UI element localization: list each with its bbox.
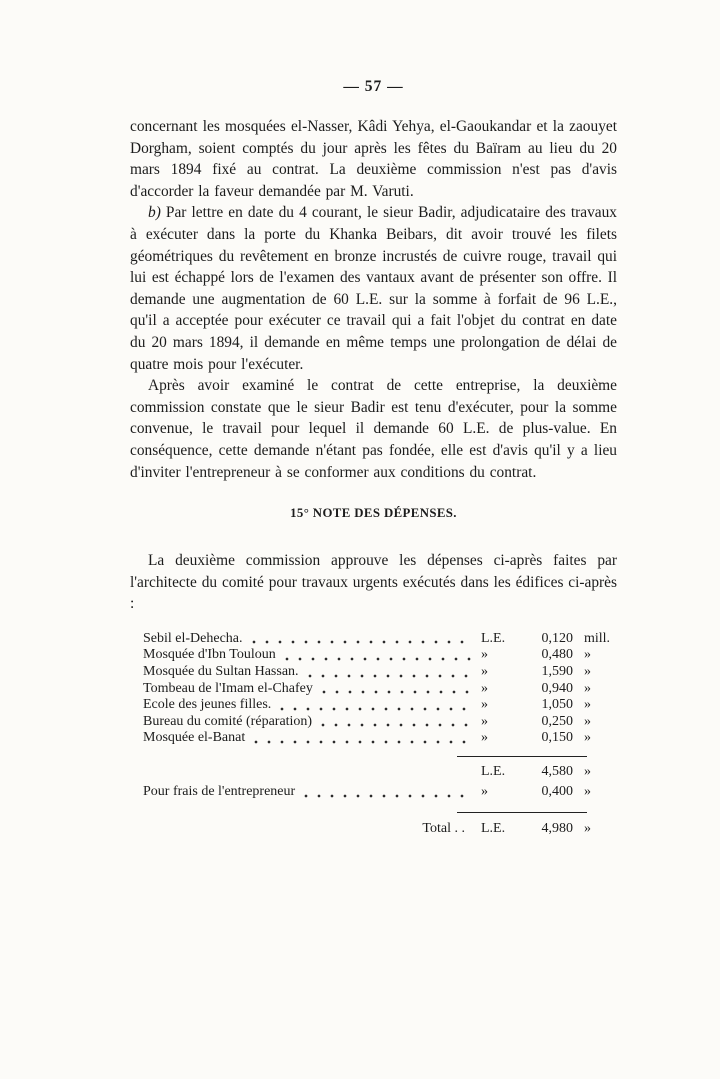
expense-amount: 0,150 — [541, 730, 573, 746]
subtotal-block — [143, 756, 617, 838]
dot-leader — [322, 690, 473, 694]
subtotal-currency: L.E. — [481, 764, 506, 780]
expense-unit: mill. — [584, 630, 611, 646]
paragraph-b-marker: b) — [148, 204, 161, 222]
expense-row — [143, 681, 617, 698]
total-rule — [457, 812, 587, 813]
expense-row-contractor-fees — [143, 783, 617, 801]
dot-leader — [280, 707, 473, 711]
expense-row — [143, 730, 617, 747]
expense-label: Mosquée el-Banat — [143, 730, 246, 746]
expense-amount: 0,400 — [541, 784, 573, 800]
paragraph-conclusion: Après avoir examiné le contrat de cette entreprise, la deuxième commission constate que le sieur Badir est tenu d'exécuter, pour la somme convenue, le travail pour lequel il demande 60 L.E. de plus-value. En conséquence, cette demande n'étant pas fondée, elle est d'avis qu'il y a lieu d'inviter l'entrepreneur à se conformer aux conditions du contrat. — [130, 377, 617, 481]
expense-label: Bureau du comité (réparation) — [143, 713, 313, 729]
expense-row — [143, 647, 617, 664]
paragraph-continuation: concernant les mosquées el-Nasser, Kâdi Yehya, el-Gaoukandar et la zaouyet Dorgham, soient comptés du jour après les fêtes du Baïram au lieu du 20 mars 1894 fixé au contrat. La deuxième commission n'est pas d'avis d'accorder la faveur demandée par M. Varuti. — [130, 118, 617, 200]
expense-currency: » — [481, 647, 488, 663]
subtotal-row — [143, 763, 617, 781]
expense-label: Ecole des jeunes filles. — [143, 697, 272, 713]
expense-currency: » — [481, 697, 488, 713]
expense-unit: » — [584, 784, 591, 800]
expense-unit: » — [584, 697, 591, 713]
subtotal-rule — [457, 756, 587, 757]
subtotal-unit: » — [584, 764, 591, 780]
expense-currency: » — [481, 680, 488, 696]
dot-leader — [254, 740, 473, 744]
expense-label: Mosquée d'Ibn Touloun — [143, 647, 276, 663]
expense-unit: » — [584, 730, 591, 746]
expense-label: Pour frais de l'entrepreneur — [143, 784, 296, 800]
expense-label: Sebil el-Dehecha. — [143, 630, 243, 646]
expense-row — [143, 631, 617, 648]
section-intro: La deuxième commission approuve les dépenses ci-après faites par l'architecte du comité pour travaux urgents exécutés dans les édifices ci-après : — [130, 552, 617, 613]
section-heading: 15° NOTE DES DÉPENSES. — [290, 506, 457, 521]
dot-leader — [321, 723, 473, 727]
expense-amount: 0,940 — [541, 680, 573, 696]
dot-leader — [308, 674, 473, 678]
expense-unit: » — [584, 680, 591, 696]
total-unit: » — [584, 821, 591, 837]
expense-label: Mosquée du Sultan Hassan. — [143, 664, 299, 680]
paragraph-b-text: Par lettre en date du 4 courant, le sieur Badir, adjudicataire des travaux à exécuter dans la porte du Khanka Beibars, dit avoir trouvé les filets géométriques du revêtement en bronze incrustés de cuivre rouge, travail qui lui est échappé lors de l'examen des vantaux avant de présenter son offre. Il demande une augmentation de 60 L.E. sur la somme à forfait de 96 L.E., qu'il a acceptée pour exécuter ce travail qui a fait l'objet du contrat en date du 20 mars 1894, il demande en même temps une prolongation de délai de quatre mois pour l'exécuter. — [130, 204, 617, 373]
dot-leader — [304, 794, 473, 798]
paragraph-b — [130, 202, 617, 375]
expense-currency: » — [481, 730, 488, 746]
subtotal-amount: 4,580 — [541, 764, 573, 780]
total-row — [143, 820, 617, 838]
expense-label: Tombeau de l'Imam el-Chafey — [143, 680, 313, 696]
expense-amount: 0,480 — [541, 647, 573, 663]
page-number: — 57 — — [343, 78, 404, 95]
expense-currency: L.E. — [481, 630, 506, 646]
expense-table — [143, 631, 617, 838]
expense-unit: » — [584, 713, 591, 729]
total-amount: 4,980 — [541, 821, 573, 837]
total-currency: L.E. — [481, 821, 506, 837]
expense-currency: » — [481, 713, 488, 729]
expense-row — [143, 697, 617, 714]
expense-amount: 1,050 — [541, 697, 573, 713]
expense-row — [143, 664, 617, 681]
expense-unit: » — [584, 664, 591, 680]
expense-amount: 1,590 — [541, 664, 573, 680]
dot-leader — [285, 657, 473, 661]
expense-amount: 0,250 — [541, 713, 573, 729]
expense-amount: 0,120 — [541, 630, 573, 646]
expense-unit: » — [584, 647, 591, 663]
dot-leader — [252, 640, 473, 644]
expense-row — [143, 714, 617, 731]
total-label: Total . . — [422, 821, 465, 837]
expense-currency: » — [481, 664, 488, 680]
expense-currency: » — [481, 784, 488, 800]
